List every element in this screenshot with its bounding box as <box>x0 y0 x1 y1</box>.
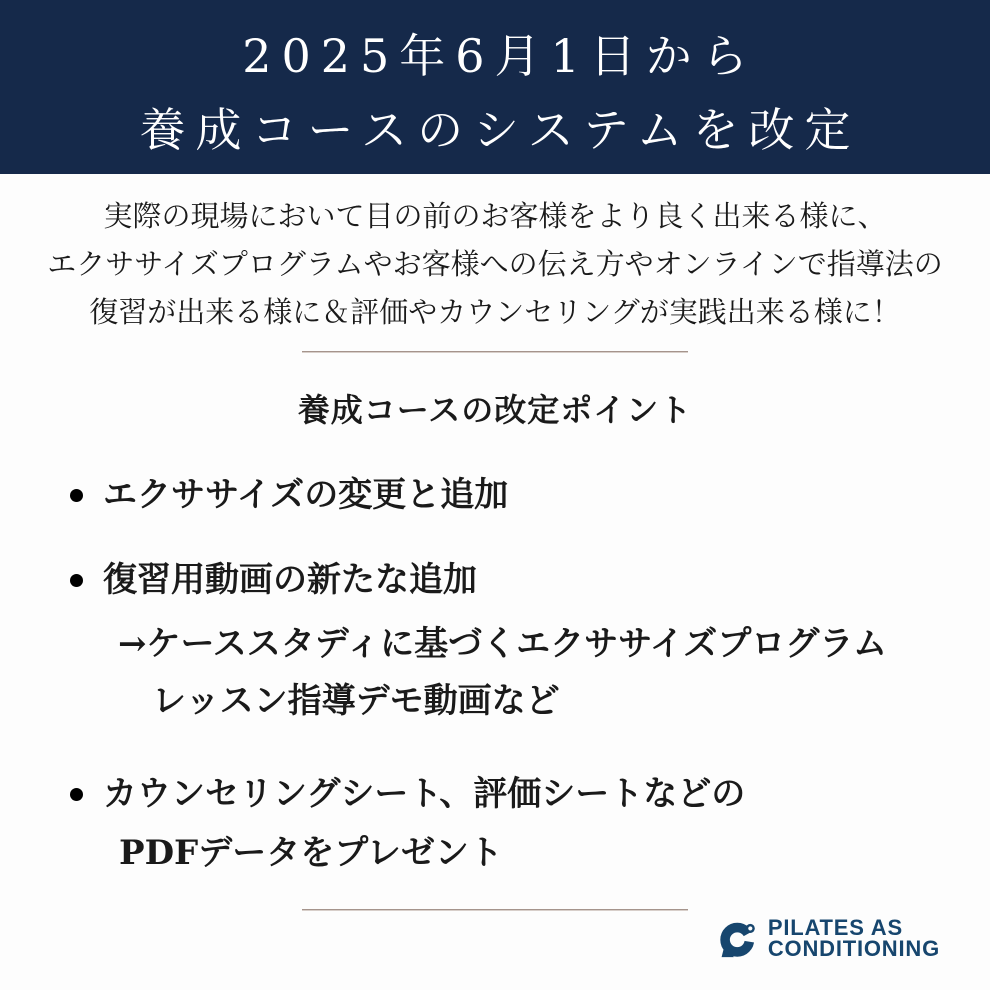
brand-logo <box>719 916 940 960</box>
bullet-item-review-videos <box>0 559 990 601</box>
bullet-subline-text: レッスン指導デモ動画など <box>152 681 560 721</box>
bullet-dot <box>70 489 83 502</box>
brand-name-line2: CONDITIONING <box>767 936 940 961</box>
bullet-subline-pdf-present <box>0 832 990 874</box>
header-banner <box>0 0 990 174</box>
intro-line-2: エクササイズプログラムやお客様への伝え方やオンラインで指導法の <box>47 247 943 281</box>
intro-line-3: 復習が出来る様に＆評価やカウンセリングが実践出来る様に！ <box>89 295 901 329</box>
bullet-item-sheets <box>0 773 990 815</box>
bullet-text: カウンセリングシート、評価シートなどの <box>103 774 746 814</box>
bullet-text: エクササイズの変更と追加 <box>103 475 509 515</box>
page-title-line2: 養成コースのシステムを改定 <box>139 103 861 157</box>
bullet-subline-text: →ケーススタディに基づくエクササイズプログラム <box>118 624 888 664</box>
bullet-subline-case-study <box>0 623 990 665</box>
brand-name-line1: PILATES AS <box>767 915 903 940</box>
page-title-line1: 2025年6月1日から <box>242 29 758 83</box>
c-degree-logo-icon <box>719 916 759 960</box>
intro-line-1: 実際の現場において目の前のお客様をより良く出来る様に、 <box>103 199 887 233</box>
intro-paragraph <box>0 192 990 336</box>
bullet-dot <box>70 574 83 587</box>
bullet-dot <box>70 788 83 801</box>
brand-name <box>768 917 940 959</box>
section-heading: 養成コースの改定ポイント <box>297 391 693 429</box>
bullet-item-exercises <box>0 474 990 516</box>
bullet-text: 復習用動画の新たな追加 <box>103 560 477 600</box>
bullet-subline-text: PDFデータをプレゼント <box>119 833 503 873</box>
bullet-subline-lesson-demo <box>0 680 990 722</box>
divider-bottom <box>302 909 688 911</box>
divider-top <box>302 351 688 353</box>
